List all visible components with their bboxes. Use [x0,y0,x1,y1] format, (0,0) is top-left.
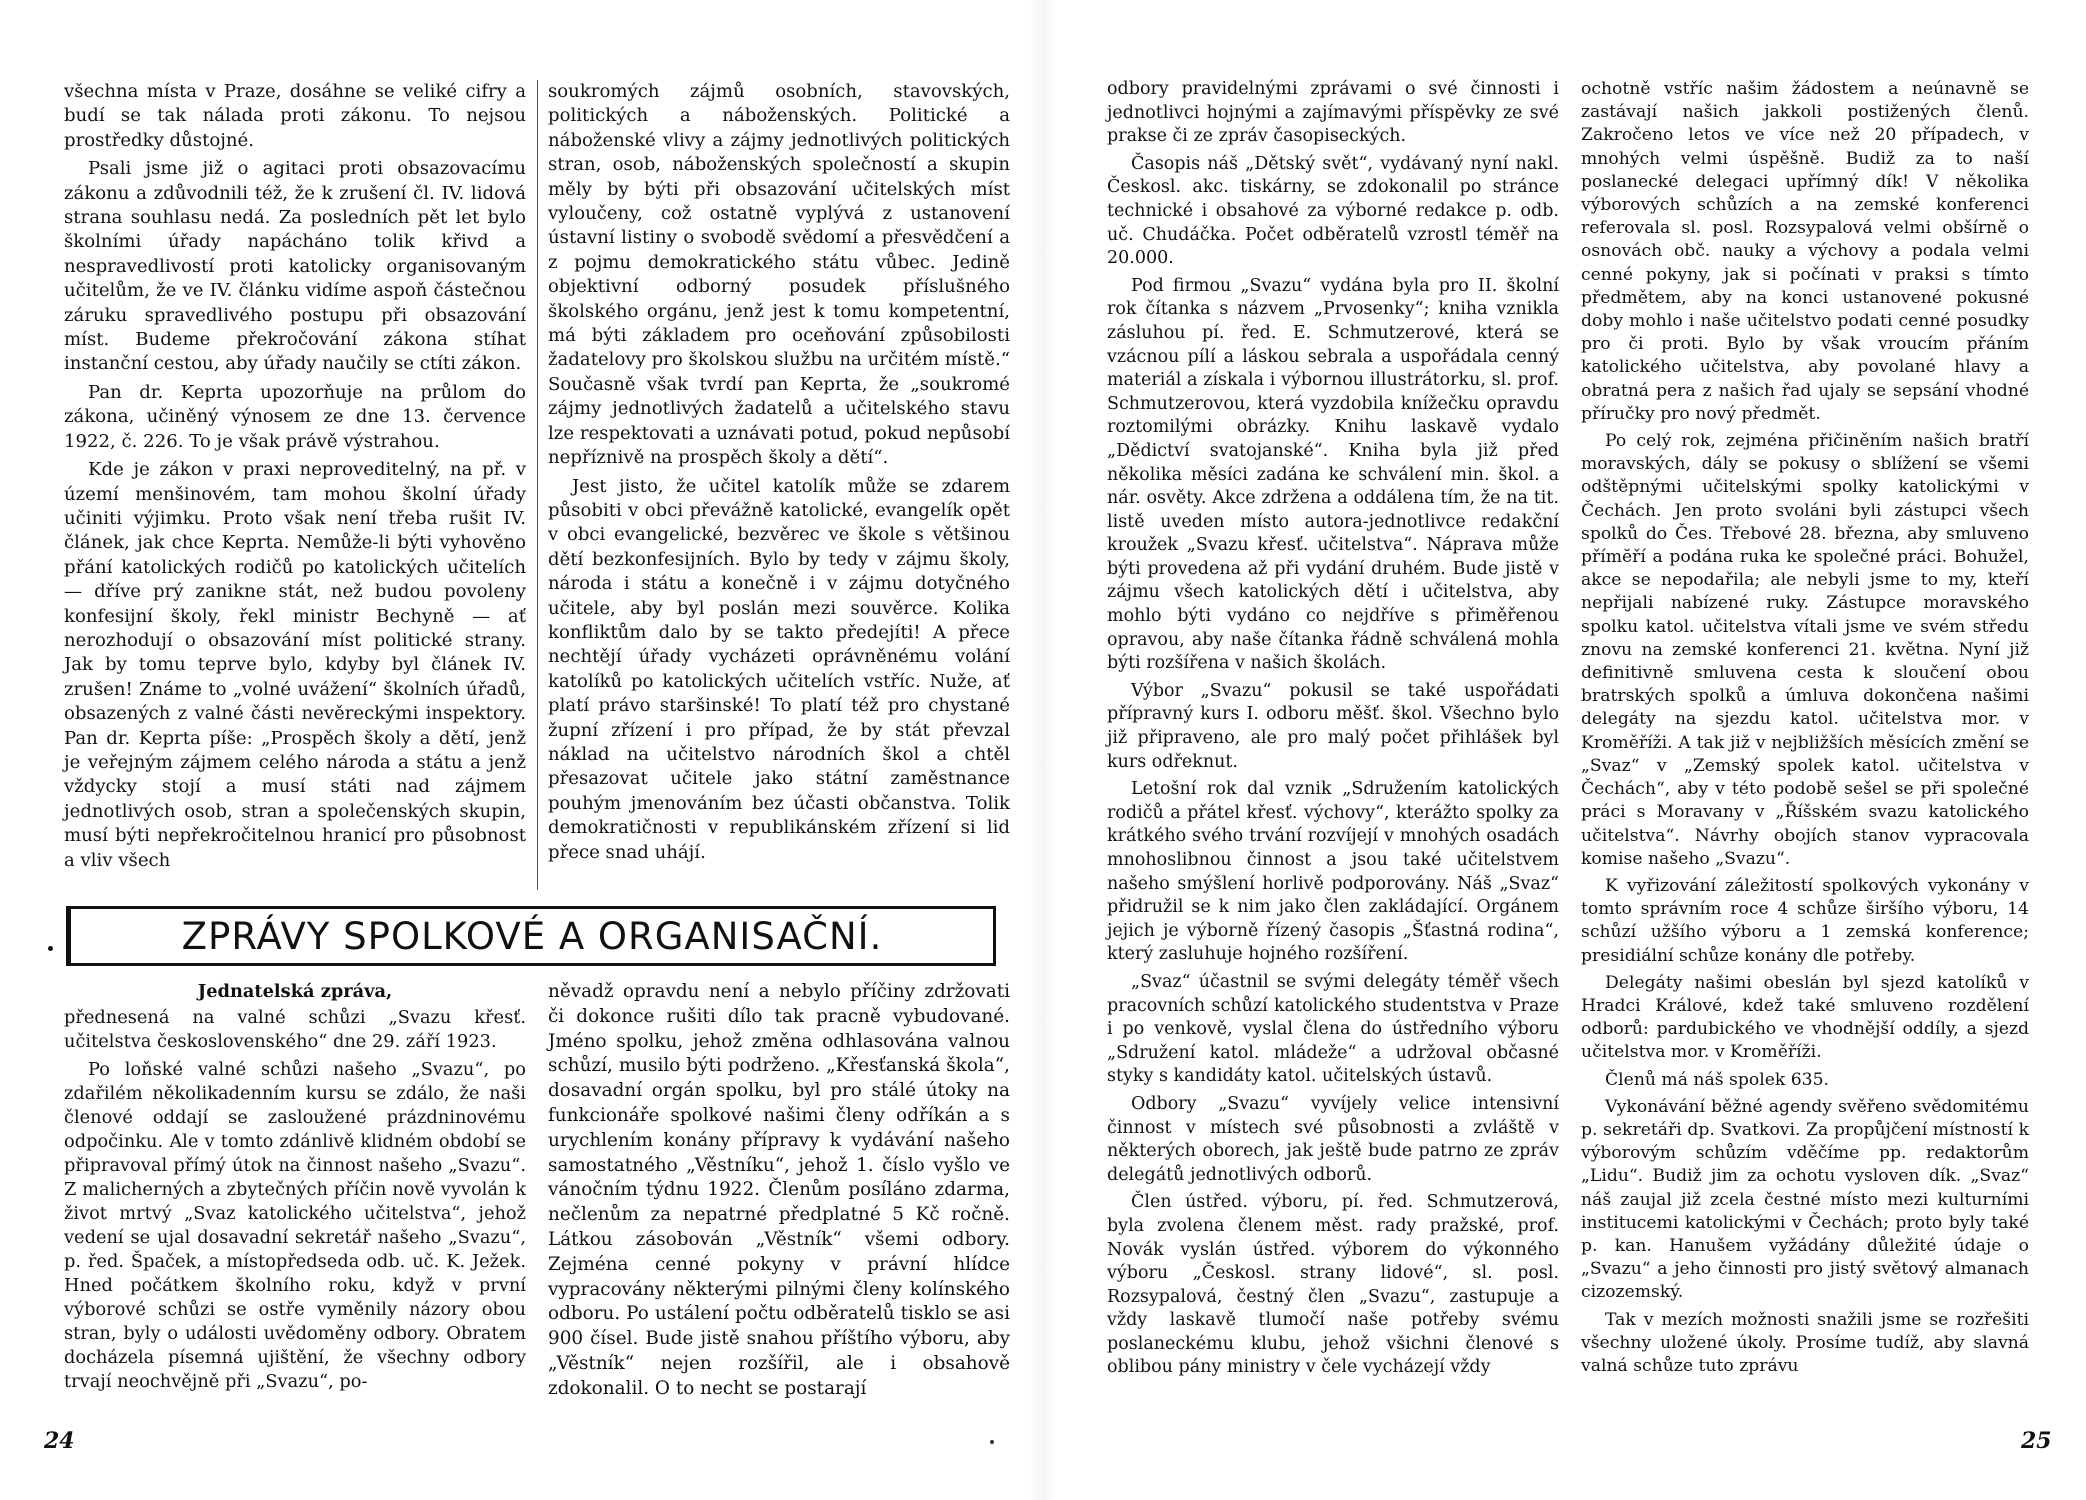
paragraph: Tak v mezích možnosti snažili jsme se rozřešiti všechny uložené úkoly. Prosíme tudíž, aby slavná valná schůze tuto zprávu [1581,1309,2029,1376]
paragraph: Po loňské valné schůzi našeho „Svazu“, po zdařilém několikadenním kursu se zdálo, že naši členové oddají se zasloužené prázdninovému odpočinku. Ale v tomto zdánlivě klidném období se připravoval přímý útok na činnost našeho „Svazu“. Z malicherných a zbytečných příčin nově vyvolán k život mrtvý „Svaz katolického učitelstva“, jehož vedení se ujal dosavadní sekretář našeho „Svazu“, p. řed. Špaček, a místopředseda odb. uč. K. Ježek. Hned počátkem školního roku, když v první výborové schůzi se ostře vyměnily názory obou stran, byly o události uvědoměny odbory. Obratem docházela písemná ujištění, že všechny odbory trvají neochvějně při „Svazu“, po- [64,1059,526,1392]
right-column-1 [1107,78,1559,1384]
paragraph: Psali jsme již o agitaci proti obsazovacímu zákonu a zdůvodnili též, že k zrušení čl. IV. lidová strana souhlasu nedá. Za posledních pět let bylo školními úřady napácháno tolik křivd a nespravedlivostí proti katolicky organisovaným učitelům, že ve IV. článku vidíme aspoň částečnou záruku spravedlivého postupu při obsazování míst. Budeme překročování zákona stíhat instanční cestou, aby úřady naučily se ctíti zákon. [64,158,526,375]
left-top-column-1 [64,80,526,877]
paragraph: K vyřizování záležitostí spolkových vykonány v tomto správním roce 4 schůze širšího výboru, 14 schůzí užšího výboru a 1 zemská konference; presidiální schůze konány dle potřeby. [1581,875,2029,966]
paragraph: Časopis náš „Dětský svět“, vydávaný nyní nakl. Českosl. akc. tiskárny, se zdokonalil po stránce technické i obsahové za výborné redakce p. odb. uč. Chudáčka. Počet odběratelů vzrostl téměř na 20.000. [1107,153,1559,269]
paragraph: odbory pravidelnými zprávami o své činnosti i jednotlivci hojnými a zajímavými příspěvky ze své prakse či ze zpráv časopiseckých. [1107,79,1559,147]
paragraph: něvadž opravdu není a nebylo příčiny zdržovati či dokonce rušiti dílo tak pracně vybudované. Jméno spolku, jehož změna odhlasována valnou schůzí, musilo býti podrženo. „Křesťanská škola“, dosavadní orgán spolku, byl pro stálé útoky na funkcionáře spolkové našimi členy odříkán a s urychlením konány přípravy k vydávání našeho samostatného „Věstníku“, jehož 1. číslo vyšlo ve vánočním týdnu 1922. Členům posíláno zdarma, nečlenům za nepatrné předplatné 5 Kč ročně. Látkou zásobován „Věstník“ všemi odbory. Zejména cenné pokyny v právní hlídce vypracovány některými pilnými členy kolínského odboru. Po ustálení počtu odběratelů tisklo se asi 900 čísel. Bude jistě snahou příštího výboru, aby „Věstník“ nejen rozšířil, ale i obsahově zdokonalil. O to necht se postarají [548,981,1010,1399]
column-rule [537,80,538,890]
paragraph: soukromých zájmů osobních, stavovských, politických a náboženských. Politické a náboženské vlivy a zájmy jednotlivých politických stran, osob, náboženských společností a skupin měly by býti při obsazování učitelských míst vyloučeny, což ostatně vyplývá z ustanovení ústavní listiny o svobodě svědomí a přesvědčení a z pojmu demokratického státu vůbec. Jedině objektivní odborný posudek příslušného školského orgánu, jenž jest k tomu kompetentní, má býti základem pro oceňování způsobilosti žadatelovy pro školskou službu na určitém místě.“ Současně však tvrdí pan Keprta, že „soukromé zájmy jednotlivých žadatelů a učitelského stavu lze respektovati a uznávati potud, pokud nepůsobí nepříznivě na prospěch školy a dětí“. [548,81,1010,469]
paragraph: Vykonávání běžné agendy svěřeno svědomitému p. sekretáři dp. Svatkovi. Za propůjčení místností k výborovým schůzím vděčíme pp. redaktorům „Lidu“. Budiž jim za ochotu vysloven dík. „Svaz“ náš zaujal již zcela čestné místo mezi kulturními institucemi katolickými v Čechách; proto byly také p. kan. Hanušem vyžádány důležité údaje o „Svazu“ a jeho činnosti pro jistý světový almanach cizozemský. [1581,1096,2029,1303]
page-number: 25 [2021,1428,2052,1454]
paragraph: všechna místa v Praze, dosáhne se veliké cifry a budí se tak nálada proti zákonu. To nejsou prostředky důstojné. [64,81,526,151]
page-number: 24 [44,1428,75,1454]
paragraph: Kde je zákon v praxi neproveditelný, na př. v území menšinovém, tam mohou školní úřady učiniti výjimku. Proto však není třeba rušit IV. článek, jak chce Keprta. Nemůže-li býti vyhověno přání katolických rodičů po katolických učitelích — dříve prý zanikne stát, než budou povoleny konfesijní školy, řekl ministr Bechyně — ať nerozhodují o obsazování míst politické strany. Jak by tomu teprve bylo, kdyby byl článek IV. zrušen! Známe to „volné uvážení“ školních úřadů, obsazených z valné části nevěreckými inspektory. Pan dr. Keprta píše: „Prospěch školy a dětí, jenž je veřejným zájmem celého národa a státu a jenž vždycky stojí a musí státi nad zájmem jednotlivých osob, stran a společenských skupin, musí býti nepřekročitelnou hranicí pro působnost a vliv všech [64,459,526,871]
right-column-2 [1581,78,2029,1382]
paragraph: Po celý rok, zejména přičiněním našich bratří moravských, dály se pokusy o sblížení se všemi odštěpnými učitelskými spolky katolickými v Čechách. Jen proto svoláni byli zástupci všech spolků do Čes. Třebové 28. března, aby smluveno přímĕří a podána ruka ke společné práci. Bohužel, akce se nepodařila; ale nebyli jsme to my, kteří nepřijali nabízené ruky. Zástupce moravského spolku katol. učitelstva vítali jsme ve svém středu znovu na zemské konferenci 21. května. Nyní již definitivně smluvena cesta k sloučení obou bratrských spolků a úmluva dokončena našimi delegáty na sjezdu katol. učitelstva mor. v Kroměříži. A tak již v nejbližších měsících změní se „Svaz“ v „Zemský spolek katol. učitelstva v Čechách“, aby v této podobě sešel se při společné práci s Moravany v „Říšském svazu katolického učitelstva“. Návrhy obojích stanov vypracovala komise našeho „Svazu“. [1581,431,2029,869]
paragraph: Letošní rok dal vznik „Sdružením katolických rodičů a přátel křesť. výchovy“, kterážto spolky za krátkého svého trvání rozvíjejí v mnohých osadách mnohoslibnou činnost a jsou také učitelstvem našeho smýšlení horlivě podporovány. Náš „Svaz“ přidružil se k nim jako člen zakládající. Orgánem jejich je výborně řízený časopis „Šťastná rodina“, který zasluhuje hojného rozšíření. [1107,779,1559,965]
paragraph: Výbor „Svazu“ pokusil se také uspořádati přípravný kurs I. odboru měšť. škol. Všechno bylo již připraveno, ale pro malý počet přihlášek byl kurs odřeknut. [1107,680,1559,772]
paragraph: Pan dr. Keprta upozorňuje na průlom do zákona, učiněný výnosem ze dne 13. července 1922, č. 226. To je však právě výstrahou. [64,381,526,452]
left-top-column-2 [548,80,1010,869]
right-page [1043,0,2086,1500]
paragraph: Členů má náš spolek 635. [1605,1069,1830,1090]
paragraph: ochotně vstříc našim žádostem a neúnavně se zastávají našich jakkoli postižených členů. Zakročeno letos ve více než 20 případech, v mnohých velmi úspěšně. Budiž za to naší poslanecké delegaci upřímný dík! V několika výborových schůzích a na zemské konferenci referovala sl. posl. Rozsypalová velmi obšírně o osnovách obč. nauky a výchovy a podala velmi cenné pokyny, jak si počínati v praksi s tímto předmětem, aby na konci ustanovené pokusné doby mohlo i naše učitelstvo podati cenné posudky pro či proti. Bylo by však vroucím přáním katolického učitelstva, aby povolané hlavy a obratná pera z našich řad ujaly se sepsání vhodné příručky pro nový předmět. [1581,79,2029,424]
paragraph: „Svaz“ účastnil se svými delegáty téměř všech pracovních schůzí katolického studentstva v Praze i po venkově, vyslal člena do ústředního výboru „Sdružení katol. mládeže“ a udržoval občasné styky s kandidáty katol. učitelských ústavů. [1107,971,1559,1087]
paragraph: Delegáty našimi obeslán byl sjezd katolíků v Hradci Králové, kdež také smluveno rozdělení odborů: pardubického ve vhodnější oddíly, a sjezd učitelstva mor. v Kroměříži. [1581,972,2029,1063]
paragraph: Jest jisto, že učitel katolík může se zdarem působiti v obci převážně katolické, evangelík opět v obci evangelické, bezvěrec ve škole s většinou dětí bezkonfesijních. Bylo by tedy v zájmu školy, národa i státu a konečně i v zájmu dotyčného učitele, aby byl poslán mezi souvěrce. Kolika konfliktům dalo by se takto předejíti! A přece nechtějí úřady vycházeti oprávněnému volání katolíků po katolických učitelích vstříc. Nuže, ať platí právo staršinské! To platí též pro chystané župní zřízení i pro případ, že by stát převzal náklad na učitelstvo národních škol a chtěl přesazovat učitele jako státní zaměstnance pouhým jmenováním bez účasti občanstva. Tolik demokratičnosti v republikánském zřízení si lid přece snad uhájí. [548,475,1010,863]
report-title: Jednatelská zpráva, [197,981,393,1002]
paragraph: Pod firmou „Svazu“ vydána byla pro II. školní rok čítanka s názvem „Prvosenky“; kniha vznikla zásluhou pí. řed. E. Schmutzerové, která se vzácnou pílí a láskou sebrala a uspořádala cenný materiál a získala i výbornou illustrátorku, sl. prof. Schmutzerovou, která vyzdobila knížečku opravdu roztomilými obrázky. Knihu laskavě vydalo „Dědictví svatojanské“. Kniha byla již před několika měsíci zadána ke schválení min. škol. a nár. osvěty. Akce zdržena a oddálena tím, že na tit. listě uveden místo autora-jednotlivce redakční kroužek „Svazu křesť. učitelstva“. Náprava může býti provedena až při vydání druhém. Bude jistě v zájmu všech katolických dětí i učitelstva, aby mohlo býti vydáno co nejdříve s přiměřenou opravou, aby naše čítanka řádně schválená mohla býti rozšířena v našich školách. [1107,275,1559,674]
left-bottom-column-2 [548,980,1010,1406]
paragraph: Člen ústřed. výboru, pí. řed. Schmutzerová, byla zvolena členem měst. rady pražské, prof. Novák vyslán ústřed. výborem do výkonného výboru „Českosl. strany lidové“, sl. posl. Rozsypalová, čestný člen „Svazu“, zastupuje a vždy laskavě tlumočí naše potřeby svému poslaneckému klubu, jehož všichni členové s oblibou pány ministry v čele vycházejí vždy [1107,1192,1559,1378]
stray-dot [990,1440,994,1444]
paragraph: Odbory „Svazu“ vyvíjely velice intensivní činnost v místech své působnosti a zvláště v některých oborech, jak ještě bude patrno ze zpráv delegátů jednotlivých odborů. [1107,1093,1559,1185]
paragraph: přednesená na valné schůzi „Svazu křesť. učitelstva československého“ dne 29. září 1923. [64,1007,526,1052]
section-heading-box [66,906,996,966]
left-bottom-column-1 [64,980,526,1398]
margin-dot [48,946,53,951]
section-heading: ZPRÁVY SPOLKOVÉ A ORGANISAČNÍ. [181,914,883,958]
